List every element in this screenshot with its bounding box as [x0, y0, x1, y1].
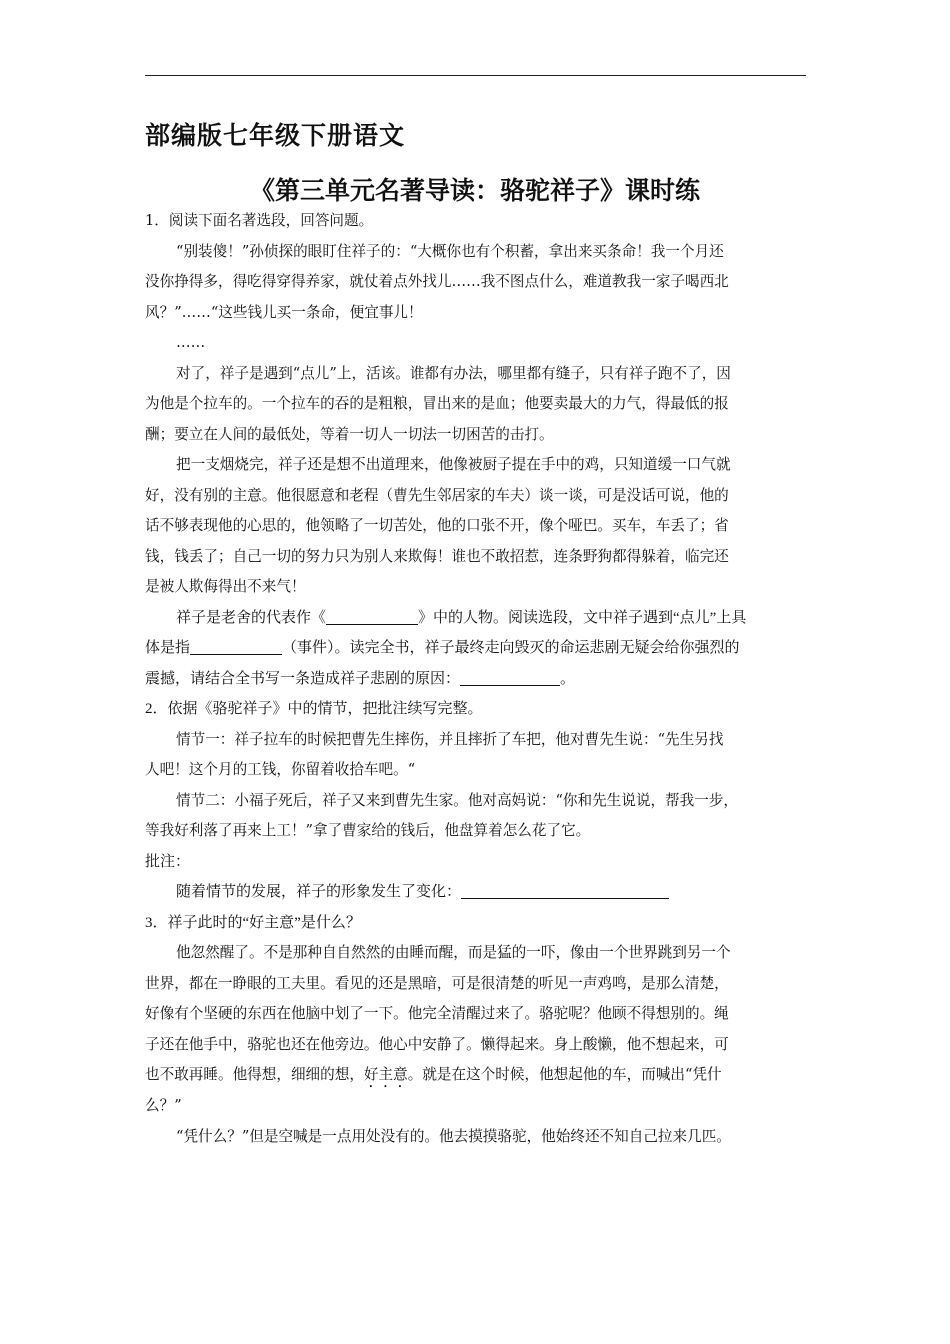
answer-blank-event[interactable]: [190, 638, 282, 655]
document-body: [145, 206, 809, 1152]
q1-passage-line: 为他是个拉车的。一个拉车的吞的是粗粮，冒出来的是血；他要卖最大的力气，得最低的报: [145, 395, 729, 412]
q1-passage-line: 好，没有别的主意。他很愿意和老程（曹先生邻居家的车夫）谈一谈，可是没话可说，他的: [145, 486, 729, 504]
q3-passage-line: [145, 1060, 809, 1091]
q1-passage-line: “别装傻！”孙侦探的眼盯住祥子的：“大概你也有个积蓄，拿出来买条命！我一个月还: [176, 242, 724, 260]
q2-plot-line: 情节二：小福子死后，祥子又来到曹先生家。他对高妈说：“你和先生说说，帮我一步，: [176, 791, 739, 809]
q1-task-text: 体是指: [145, 640, 191, 656]
q1-passage-line: 酬；要立在人间的最低处，等着一切人一切法一切困苦的击打。: [145, 425, 554, 443]
q1-passage-line: 话不够表现他的心思的，他领略了一切苦处，他的口张不开，像个哑巴。买车，车丢了；省: [145, 517, 729, 534]
q3-passage-line: 好像有个坚硬的东西在他脑中划了一下。他完全清醒过来了。骆驼呢？他顾不得想别的。绳: [145, 1005, 729, 1022]
q2-note-line: [145, 877, 809, 908]
q1-passage-line: 把一支烟烧完，祥子还是想不出道理来，他像被厨子提在手中的鸡，只知道缓一口气就: [176, 456, 731, 473]
q3-text: 也不敢再睡。他得想，细细的想，: [145, 1066, 364, 1083]
q3-passage-line: 子还在他手中，骆驼也还在他旁边。他心中安静了。懒得起来。身上酸懒，他不想起来，可: [145, 1035, 729, 1053]
answer-blank-book-title[interactable]: [326, 608, 418, 625]
question-3-prompt: 3．祥子此时的“好主意”是什么？: [145, 914, 361, 931]
emphasized-phrase: 好主意: [363, 1066, 408, 1083]
q3-text: 。就是在这个时候，他想起他的车，而喊出“凭什: [407, 1066, 722, 1083]
question-2-prompt: 2．依据《骆驼祥子》中的情节，把批注续写完整。: [145, 701, 483, 717]
header-rule: [145, 75, 806, 76]
q2-note-label: 批注：: [145, 853, 191, 870]
answer-blank-note[interactable]: [461, 882, 669, 899]
q3-passage-line: 世界，都在一睁眼的工夫里。看见的还是黑暗，可是很清楚的听见一声鸡鸣，是那么清楚，: [145, 974, 729, 992]
q2-note-text: 随着情节的发展，祥子的形象发生了变化：: [176, 884, 462, 900]
q1-ellipsis: ……: [176, 334, 206, 351]
q3-passage-line: 他忽然醒了。不是那种自自然然的由睡而醒，而是猛的一吓，像由一个世界跳到另一个: [176, 944, 731, 961]
q1-passage-line: 对了，祥子是遇到“点儿”上，活该。谁都有办法，哪里都有缝子，只有祥子跑不了，因: [176, 364, 731, 382]
question-1-prompt: 1．阅读下面名著选段，回答问题。: [145, 212, 374, 229]
q2-plot-line: 人吧！这个月的工钱，你留着收拾车吧。“: [145, 761, 416, 778]
q1-task-text: （事件）。读完全书，祥子最终走向毁灭的命运悲剧无疑会给你强烈的: [282, 640, 740, 656]
answer-blank-reason[interactable]: [460, 669, 560, 686]
q1-task-text: 》中的人物。阅读选段，文中祥子遇到“点儿”上具: [418, 609, 747, 626]
q1-task-line-2: [145, 633, 809, 664]
q1-passage-line: 没你挣得多，得吃得穿得养家，就仗着点外找儿……我不图点什么，难道教我一家子喝西北: [145, 273, 729, 290]
q2-plot-line: 情节一：祥子拉车的时候把曹先生摔伤，并且摔折了车把，他对曹先生说：“先生另找: [176, 730, 724, 748]
q1-task-line-1: [145, 603, 809, 634]
q2-plot-line: 等我好利落了再来上工！”拿了曹家给的钱后，他盘算着怎么花了它。: [145, 822, 591, 839]
document-subtitle: 《第三单元名著导读：骆驼祥子》课时练: [249, 176, 700, 205]
q1-task-text: 。: [560, 670, 576, 687]
q3-passage-line: 么？”: [145, 1097, 182, 1114]
q3-passage-line: “凭什么？”但是空喊是一点用处没有的。他去摸摸骆驼，他始终还不知自己拉来几匹。: [176, 1127, 731, 1145]
q1-task-text: 祥子是老舍的代表作《: [176, 609, 327, 626]
q1-passage-line: 风？”……“这些钱儿买一条命，便宜事儿！: [145, 303, 423, 321]
document-title: 部编版七年级下册语文: [145, 121, 406, 150]
q1-passage-line: 钱，钱丢了；自己一切的努力只为别人来欺侮！谁也不敢招惹，连条野狗都得躲着，临完还: [145, 547, 729, 565]
q1-task-text: 震撼，请结合全书写一条造成祥子悲剧的原因：: [145, 670, 461, 687]
q1-task-line-3: [145, 664, 809, 695]
q1-passage-line: 是被人欺侮得出不来气！: [145, 578, 306, 595]
